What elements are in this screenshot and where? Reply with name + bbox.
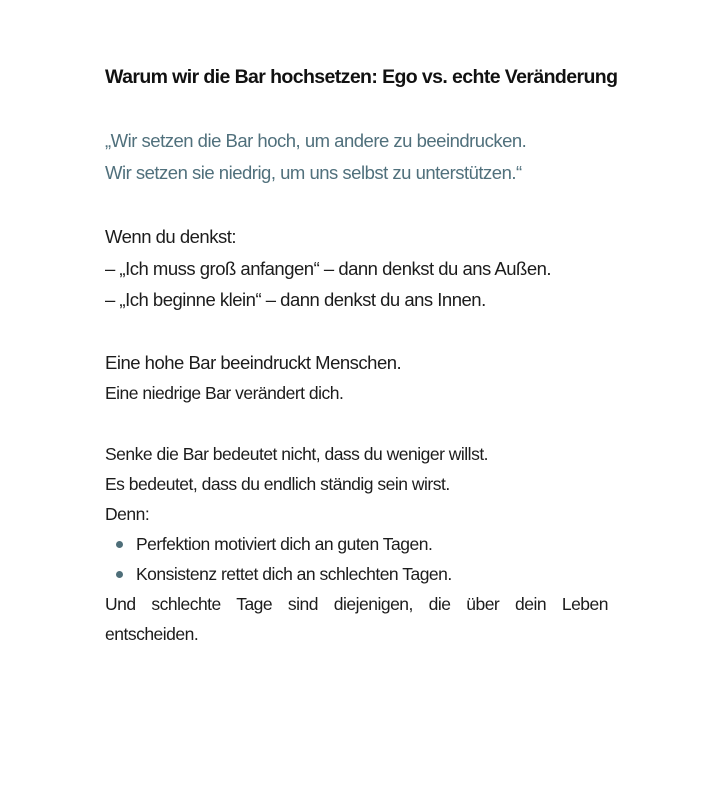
lower-bar-section — [105, 439, 608, 649]
thinking-section — [105, 221, 608, 316]
thinking-intro: Wenn du denkst: — [105, 226, 236, 247]
quote-line-1: „Wir setzen die Bar hoch, um andere zu beeindrucken. — [105, 130, 527, 151]
quote-line-2: Wir setzen sie niedrig, um uns selbst zu unterstützen.“ — [105, 162, 522, 183]
page-title: Warum wir die Bar hochsetzen: Ego vs. echte Veränderung — [105, 66, 618, 88]
bullet-list — [105, 529, 608, 589]
thinking-line-outside: – „Ich muss groß anfangen“ – dann denkst du ans Außen. — [105, 257, 552, 279]
bullet-icon — [116, 541, 123, 548]
bullet-icon — [116, 571, 123, 578]
because-label: Denn: — [105, 503, 150, 524]
bar-section — [105, 348, 608, 409]
thinking-line-inside: – „Ich beginne klein“ – dann denkst du ans Innen. — [105, 289, 486, 310]
high-bar-line: Eine hohe Bar beeindruckt Menschen. — [105, 351, 402, 373]
lower-bar-line-2: Es bedeutet, dass du endlich ständig sein wirst. — [105, 473, 450, 494]
intro-quote — [105, 125, 608, 189]
list-item — [105, 559, 608, 589]
lower-bar-line-1: Senke die Bar bedeutet nicht, dass du weniger willst. — [105, 443, 489, 464]
document-content — [105, 62, 618, 649]
list-item-text: Konsistenz rettet dich an schlechten Tagen. — [136, 563, 452, 584]
closing-paragraph: Und schlechte Tage sind diejenigen, die über dein Leben entscheiden. — [105, 593, 608, 644]
list-item-text: Perfektion motiviert dich an guten Tagen. — [136, 533, 433, 554]
list-item — [105, 529, 608, 559]
low-bar-line: Eine niedrige Bar verändert dich. — [105, 383, 344, 403]
